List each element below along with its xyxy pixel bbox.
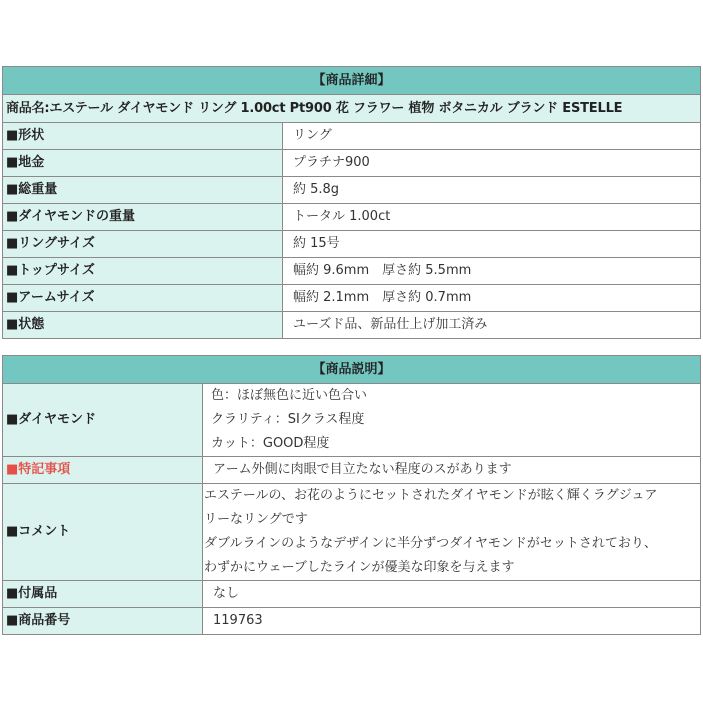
table-row — [3, 608, 701, 635]
table-row — [3, 581, 701, 608]
comment-line: リーなリングです — [204, 512, 308, 527]
row-label: ■状態 — [3, 312, 283, 339]
row-value: 幅約 2.1mm 厚さ約 0.7mm — [283, 285, 701, 312]
accessories-value: なし — [203, 581, 701, 608]
table-row — [3, 285, 701, 312]
row-value: リング — [283, 123, 701, 150]
product-detail-table — [2, 66, 701, 339]
row-value: トータル 1.00ct — [283, 204, 701, 231]
table-row — [3, 258, 701, 285]
diamond-cut: カット：GOOD程度 — [211, 436, 330, 451]
table-row — [3, 457, 701, 484]
row-value: ユーズド品、新品仕上げ加工済み — [283, 312, 701, 339]
product-name: 商品名:エステール ダイヤモンド リング 1.00ct Pt900 花 フラワー 植物 ボタニカル ブランド ESTELLE — [3, 95, 701, 123]
special-notes-value: アーム外側に肉眼で目立たない程度のスがあります — [203, 457, 701, 484]
row-value: 約 5.8g — [283, 177, 701, 204]
special-notes-label: ■特記事項 — [3, 457, 203, 484]
row-value: 約 15号 — [283, 231, 701, 258]
row-label: ■形状 — [3, 123, 283, 150]
detail-header: 【商品詳細】 — [3, 67, 701, 95]
table-row — [3, 231, 701, 258]
comment-label: ■コメント — [3, 484, 203, 581]
table-row — [3, 150, 701, 177]
row-label: ■地金 — [3, 150, 283, 177]
row-label: ■総重量 — [3, 177, 283, 204]
diamond-details — [203, 384, 701, 457]
row-value: 幅約 9.6mm 厚さ約 5.5mm — [283, 258, 701, 285]
table-row — [3, 177, 701, 204]
product-description-table — [2, 355, 701, 635]
accessories-label: ■付属品 — [3, 581, 203, 608]
comment-line: エステールの、お花のようにセットされたダイヤモンドが眩く輝くラグジュア — [204, 488, 658, 503]
comment-line: ダブルラインのようなデザインに半分ずつダイヤモンドがセットされており、 — [204, 536, 657, 551]
description-header: 【商品説明】 — [3, 356, 701, 384]
row-value: プラチナ900 — [283, 150, 701, 177]
row-label: ■リングサイズ — [3, 231, 283, 258]
diamond-clarity: クラリティ：SIクラス程度 — [211, 412, 365, 427]
product-number-value: 119763 — [203, 608, 701, 635]
diamond-label: ■ダイヤモンド — [3, 384, 203, 457]
row-label: ■ダイヤモンドの重量 — [3, 204, 283, 231]
table-row — [3, 312, 701, 339]
row-label: ■トップサイズ — [3, 258, 283, 285]
table-row — [3, 123, 701, 150]
table-row — [3, 204, 701, 231]
diamond-color: 色：ほぼ無色に近い色合い — [211, 388, 368, 403]
row-label: ■アームサイズ — [3, 285, 283, 312]
product-number-label: ■商品番号 — [3, 608, 203, 635]
comment-text — [203, 484, 701, 581]
table-row — [3, 484, 701, 581]
comment-line: わずかにウェーブしたラインが優美な印象を与えます — [204, 560, 515, 575]
table-row — [3, 384, 701, 457]
